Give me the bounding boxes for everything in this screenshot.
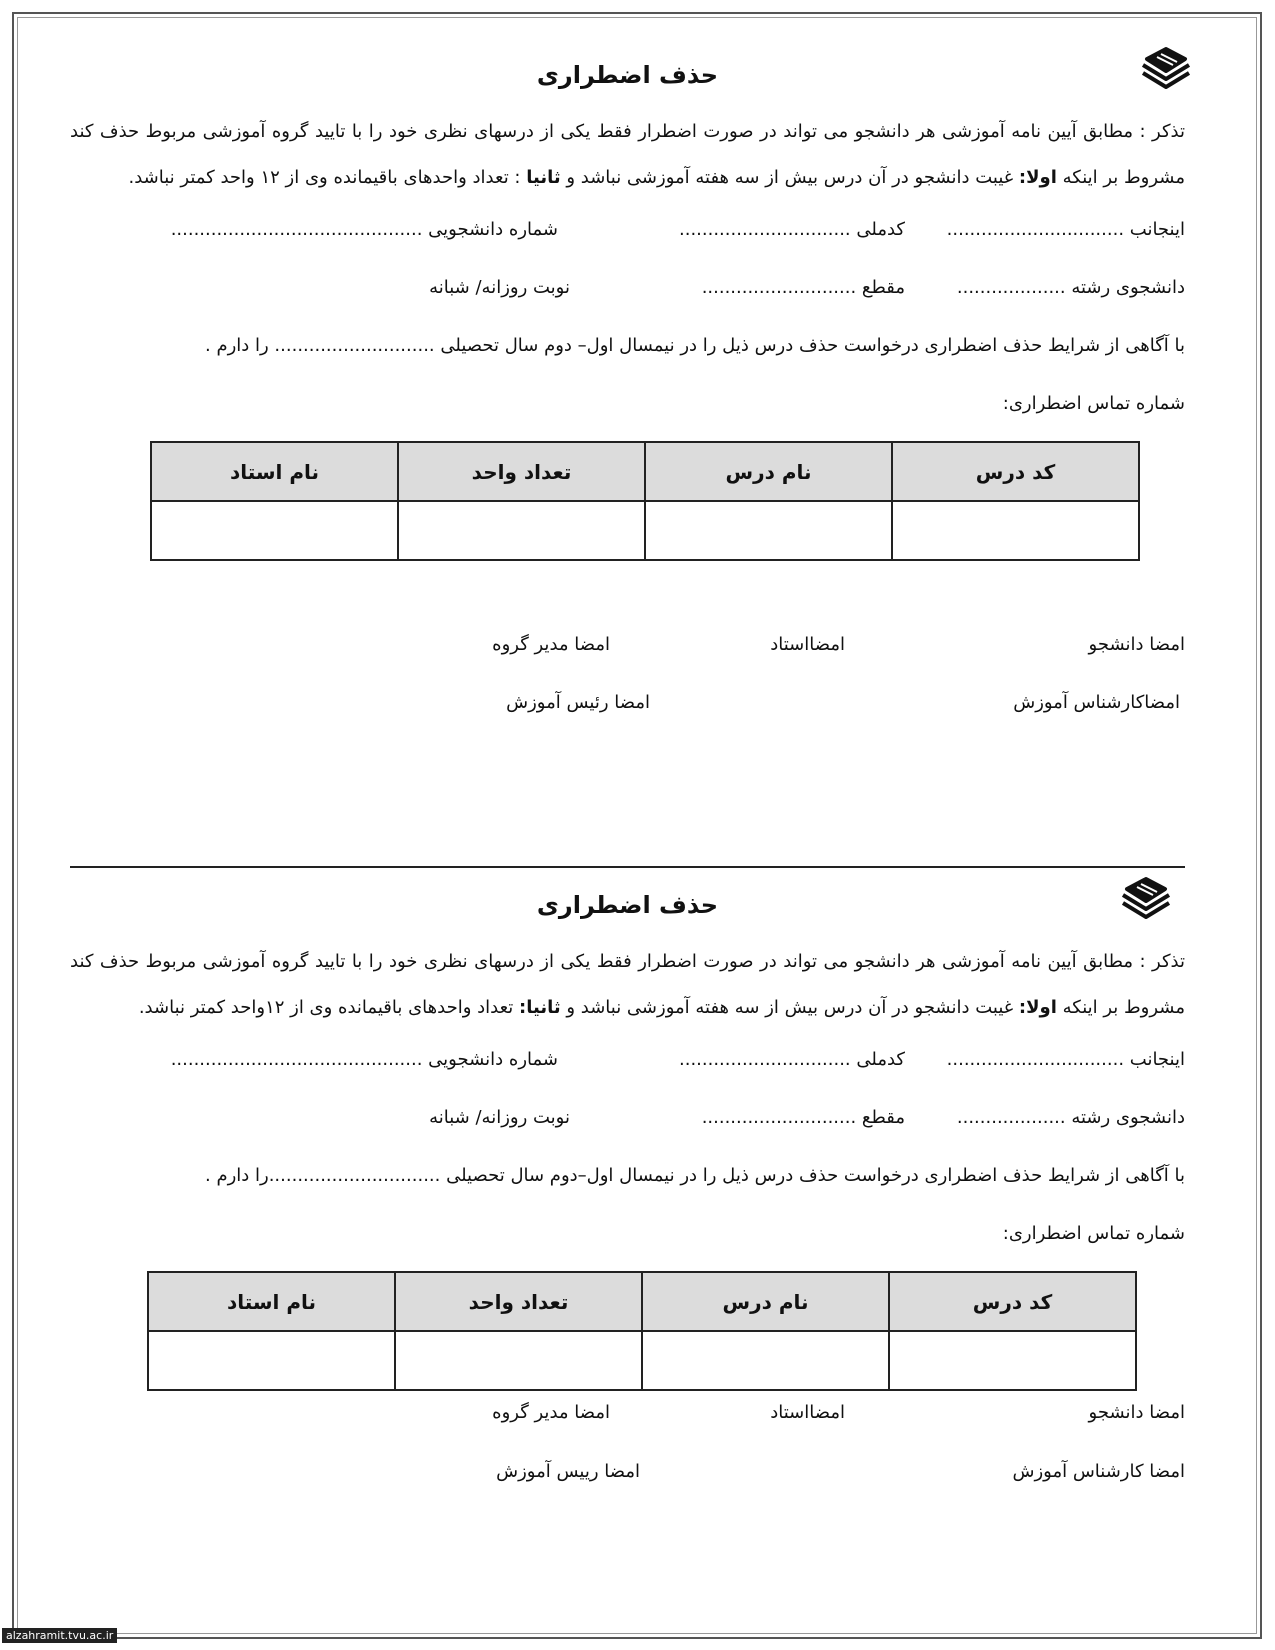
column-header: نام استاد: [151, 442, 398, 501]
group-manager-signature-label: امضا مدیر گروه: [492, 1402, 610, 1423]
column-header: نام درس: [645, 442, 892, 501]
bold-first-condition: اولا:: [1018, 997, 1057, 1018]
signature-row-2: [70, 1443, 1185, 1501]
student-signature-label: امضا دانشجو: [1088, 634, 1185, 655]
national-code-field[interactable]: کدملی ..............................: [679, 1049, 905, 1070]
notice-paragraph: تذکر : مطابق آیین نامه آموزشی هر دانشجو می تواند در صورت اضطرار فقط یکی از درسهای نظری خود را با تایید گروه آموزشی مربوط حذف کند مشروط بر اینکه اولا: غیبت دانشجو در آن درس بیش از سه هفته آموزشی نباشد و ثانیا: تعداد واحدهای باقیمانده وی از ۱۲واحد کمتر نباشد.: [70, 951, 1185, 1018]
bold-first-condition: اولا:: [1018, 167, 1057, 188]
course-table: [147, 1271, 1137, 1391]
notice-paragraph: تذکر : مطابق آیین نامه آموزشی هر دانشجو می تواند در صورت اضطرار فقط یکی از درسهای نظری خود را با تایید گروه آموزشی مربوط حذف کند مشروط بر اینکه اولا: غیبت دانشجو در آن درس بیش از سه هفته آموزشی نباشد و ثانیا : تعداد واحدهای باقیمانده وی از ۱۲ واحد کمتر نباشد.: [70, 121, 1185, 188]
unit-count-cell[interactable]: [395, 1331, 642, 1390]
name-field[interactable]: اینجانب ...............................: [946, 219, 1185, 240]
student-info-row-1: [70, 201, 1185, 259]
student-info-row-2: [70, 1089, 1185, 1147]
course-table: [150, 441, 1140, 561]
request-statement: با آگاهی از شرایط حذف اضطراری درخواست حذف درس ذیل را در نیمسال اول– دوم سال تحصیلی ............................ را دارم .: [205, 335, 1185, 356]
emergency-drop-form-2: [70, 875, 1185, 1501]
signature-row-2: [70, 674, 1185, 732]
signature-row-1: [70, 616, 1185, 674]
table-header-row: [151, 442, 1139, 501]
course-code-cell[interactable]: [889, 1331, 1136, 1390]
student-info-row-1: [70, 1031, 1185, 1089]
group-manager-signature-label: امضا مدیر گروه: [492, 634, 610, 655]
emergency-drop-form-1: [70, 45, 1185, 732]
instructor-signature-label: امضااستاد: [770, 634, 845, 655]
bold-second-condition: ثانیا:: [519, 997, 561, 1018]
unit-count-cell[interactable]: [398, 501, 645, 560]
column-header: کد درس: [892, 442, 1139, 501]
shift-field[interactable]: نوبت روزانه/ شبانه: [429, 277, 570, 298]
column-header: نام درس: [642, 1272, 889, 1331]
bold-second-condition: ثانیا: [526, 167, 561, 188]
form-title: حذف اضطراری: [536, 891, 719, 919]
education-head-signature-label: امضا رییس آموزش: [496, 1461, 640, 1482]
course-name-cell[interactable]: [642, 1331, 889, 1390]
student-signature-label: امضا دانشجو: [1088, 1402, 1185, 1423]
education-head-signature-label: امضا رئیس آموزش: [506, 692, 650, 713]
major-field[interactable]: دانشجوی رشته ...................: [956, 277, 1185, 298]
website-watermark: alzahramit.tvu.ac.ir: [2, 1628, 117, 1643]
instructor-name-cell[interactable]: [148, 1331, 395, 1390]
table-header-row: [148, 1272, 1136, 1331]
student-number-field[interactable]: شماره دانشجویی ............................................: [170, 219, 558, 240]
instructor-signature-label: امضااستاد: [770, 1402, 845, 1423]
table-row: [148, 1331, 1136, 1390]
column-header: کد درس: [889, 1272, 1136, 1331]
major-field[interactable]: دانشجوی رشته ...................: [956, 1107, 1185, 1128]
course-code-cell[interactable]: [892, 501, 1139, 560]
student-number-field[interactable]: شماره دانشجویی ............................................: [170, 1049, 558, 1070]
national-code-field[interactable]: کدملی ..............................: [679, 219, 905, 240]
column-header: تعداد واحد: [395, 1272, 642, 1331]
student-info-row-2: [70, 259, 1185, 317]
column-header: تعداد واحد: [398, 442, 645, 501]
shift-field[interactable]: نوبت روزانه/ شبانه: [429, 1107, 570, 1128]
form-title: حذف اضطراری: [536, 61, 719, 89]
instructor-name-cell[interactable]: [151, 501, 398, 560]
university-emblem-icon: [1137, 43, 1195, 101]
education-expert-signature-label: امضا کارشناس آموزش: [1012, 1461, 1185, 1482]
education-expert-signature-label: امضاکارشناس آموزش: [1013, 692, 1180, 713]
emergency-contact-label: شماره تماس اضطراری:: [1002, 1223, 1185, 1244]
request-statement: با آگاهی از شرایط حذف اضطراری درخواست حذف درس ذیل را در نیمسال اول–دوم سال تحصیلی ..............................را دارم .: [205, 1165, 1185, 1186]
name-field[interactable]: اینجانب ...............................: [946, 1049, 1185, 1070]
level-field[interactable]: مقطع ...........................: [701, 277, 905, 298]
form-divider: [70, 866, 1185, 868]
signature-row-1: [70, 1391, 1185, 1443]
university-emblem-icon: [1117, 873, 1175, 931]
table-row: [151, 501, 1139, 560]
emergency-contact-label: شماره تماس اضطراری:: [1002, 393, 1185, 414]
column-header: نام استاد: [148, 1272, 395, 1331]
level-field[interactable]: مقطع ...........................: [701, 1107, 905, 1128]
course-name-cell[interactable]: [645, 501, 892, 560]
